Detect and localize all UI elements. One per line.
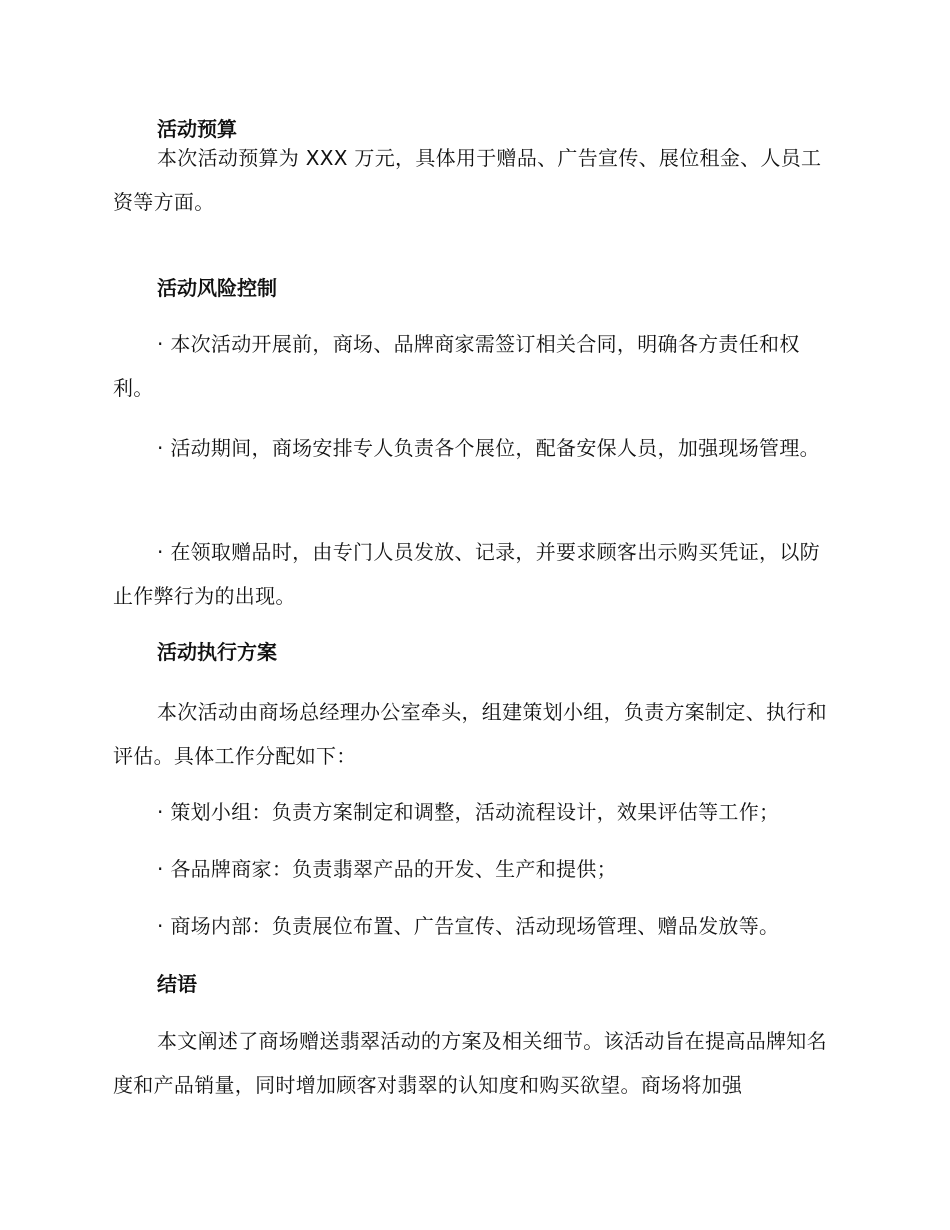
risk-bullet-contract: · 本次活动开展前，商场、品牌商家需签订相关合同，明确各方责任和权利。 — [113, 332, 800, 400]
execution-bullet-planning-team: · 策划小组：负责方案制定和调整，活动流程设计，效果评估等工作； — [157, 800, 780, 824]
execution-bullet-mall-internal: · 商场内部：负责展位布置、广告宣传、活动现场管理、赠品发放等。 — [157, 914, 780, 938]
budget-paragraph: 本次活动预算为 XXX 万元，具体用于赠品、广告宣传、展位租金、人员工资等方面。 — [113, 146, 822, 214]
risk-bullet-security: · 活动期间，商场安排专人负责各个展位，配备安保人员，加强现场管理。 — [157, 436, 820, 460]
section-heading-execution-plan: 活动执行方案 — [157, 640, 277, 664]
execution-bullet-brand-merchants: · 各品牌商家：负责翡翠产品的开发、生产和提供； — [157, 857, 617, 881]
section-heading-conclusion: 结语 — [157, 972, 197, 996]
conclusion-paragraph: 本文阐述了商场赠送翡翠活动的方案及相关细节。该活动旨在提高品牌知名度和产品销量，同时增加顾客对翡翠的认知度和购买欲望。商场将加强 — [113, 1029, 827, 1097]
section-heading-budget: 活动预算 — [157, 117, 237, 141]
execution-paragraph: 本次活动由商场总经理办公室牵头，组建策划小组，负责方案制定、执行和评估。具体工作分配如下： — [113, 700, 827, 768]
section-heading-risk-control: 活动风险控制 — [157, 276, 277, 300]
risk-bullet-gift-record: · 在领取赠品时，由专门人员发放、记录，并要求顾客出示购买凭证，以防止作弊行为的出现。 — [113, 540, 820, 608]
